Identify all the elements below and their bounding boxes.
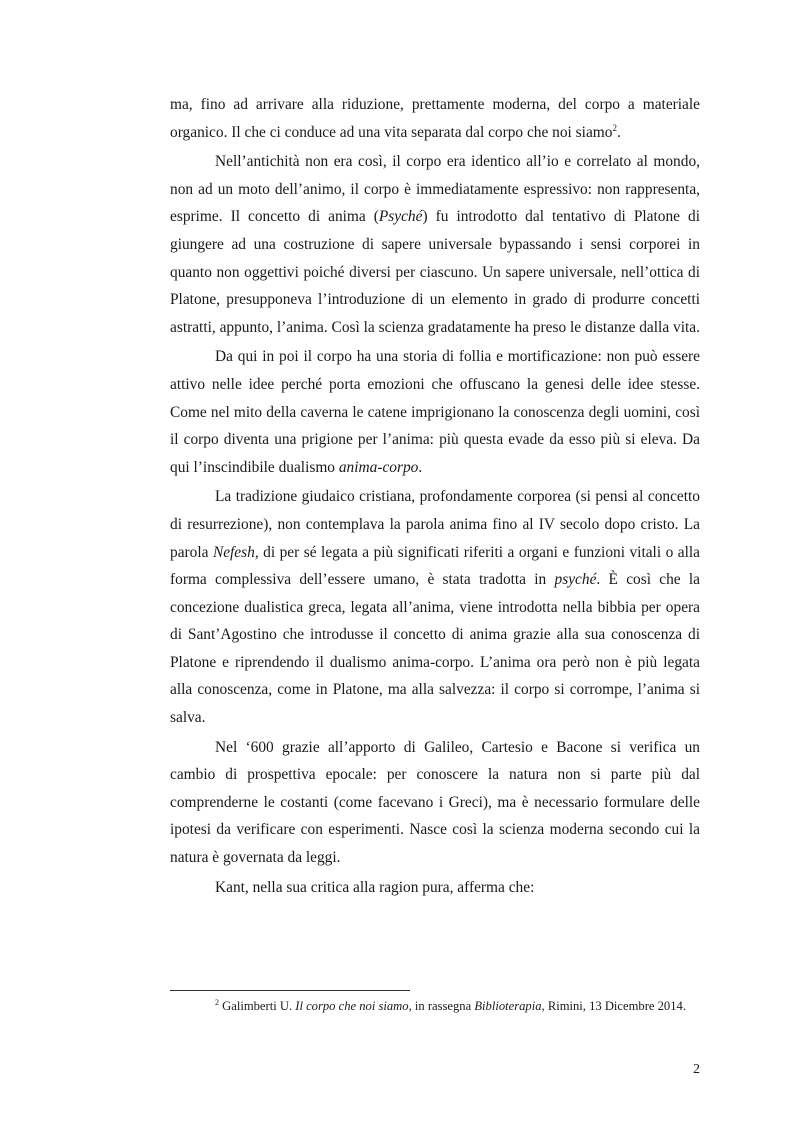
paragraph-6: Kant, nella sua critica alla ragion pura, afferma che: (215, 878, 535, 896)
paragraph-2-text-a: Nell’antichità non era così, il corpo era identico all’io e correlato al mondo, non ad un moto dell’animo, il corpo è immediatamente espressivo: non rappresenta, esprime. Il concetto di anima ( (170, 153, 700, 226)
paragraph-4-text-c: . È così che la concezione dualistica greca, legata all’anima, viene introdotta nella bibbia per opera di Sant’Agostino che introdusse il concetto di anima grazie alla sua conoscenza di Platone e riprendendo il dualismo anima-corpo. L’anima ora però non è più legata alla conoscenza, come in Platone, ma alla salvezza: il corpo si corrompe, l’anima si salva. (170, 571, 700, 727)
paragraph-4-italic-2: psyché (554, 571, 597, 589)
footnote-text-b: in rassegna (411, 999, 475, 1013)
paragraph-3-text-b: . (418, 458, 423, 476)
paragraph-3-italic: anima-corpo (338, 458, 419, 476)
footnote-reference[interactable]: 2 (612, 122, 617, 133)
paragraph-2-text-b: ) fu introdotto dal tentativo di Platone di giungere ad una costruzione di sapere universale bypassando i sensi corporei in quanto non oggettivi poiché diversi per ciascuno. Un sapere universale, nell’ottica di Platone, presupponeva l’introduzione di un elemento in grado di produrre concetti astratti, appunto, l’anima. Così la scienza gradatamente ha preso le distanze dalla vita. (170, 208, 700, 336)
paragraph-4-italic-1: Nefesh (212, 543, 255, 561)
footnote-number: 2 (215, 997, 219, 1007)
page-number: 2 (693, 1062, 700, 1077)
paragraph-1-text: ma, fino ad arrivare alla riduzione, prettamente moderna, del corpo a materiale organico. Il che ci conduce ad una vita separata dal corpo che noi siamo (170, 96, 700, 141)
footnote-text-a: Galimberti U. (219, 999, 296, 1013)
footnote-italic-1: Il corpo che noi siamo, (295, 999, 412, 1013)
footnote-separator (170, 990, 410, 991)
paragraph-2-italic: Psyché (378, 208, 423, 226)
body-text (170, 91, 700, 903)
paragraph-1-end: . (616, 123, 621, 141)
footnote-italic-2: Biblioterapia (474, 999, 542, 1013)
paragraph-4-text-a: La tradizione giudaico cristiana, profondamente corporea (si pensi al concetto di resurrezione), non contemplava la parola anima fino al IV secolo dopo cristo. La parola (170, 488, 700, 561)
paragraph-4 (170, 483, 700, 731)
paragraph-4-text-b: , di per sé legata a più significati riferiti a organi e funzioni vitali o alla forma complessiva dell’essere umano, è stata tradotta in (170, 543, 700, 589)
paragraph-3-text-a: Da qui in poi il corpo ha una storia di follia e mortificazione: non può essere attivo nelle idee perché porta emozioni che offuscano la genesi delle idee stesse. Come nel mito della caverna le catene imprigionano la conoscenza degli uomini, così il corpo diventa una prigione per l’anima: più questa evade da esso più si eleva. Da qui l’inscindibile dualismo (170, 348, 700, 476)
paragraph-5: Nel ‘600 grazie all’apporto di Galileo, Cartesio e Bacone si verifica un cambio di prospettiva epocale: per conoscere la natura non si parte più dal comprenderne le costanti (come facevano i Greci), ma è necessario formulare delle ipotesi da verificare con esperimenti. Nasce così la scienza moderna secondo cui la natura è governata da leggi. (170, 738, 700, 867)
paragraph-1 (170, 91, 700, 146)
footnote-text-c: , Rimini, 13 Dicembre 2014. (541, 999, 686, 1013)
footnote (170, 996, 700, 1017)
paragraph-2 (170, 148, 700, 341)
paragraph-3 (170, 343, 700, 481)
